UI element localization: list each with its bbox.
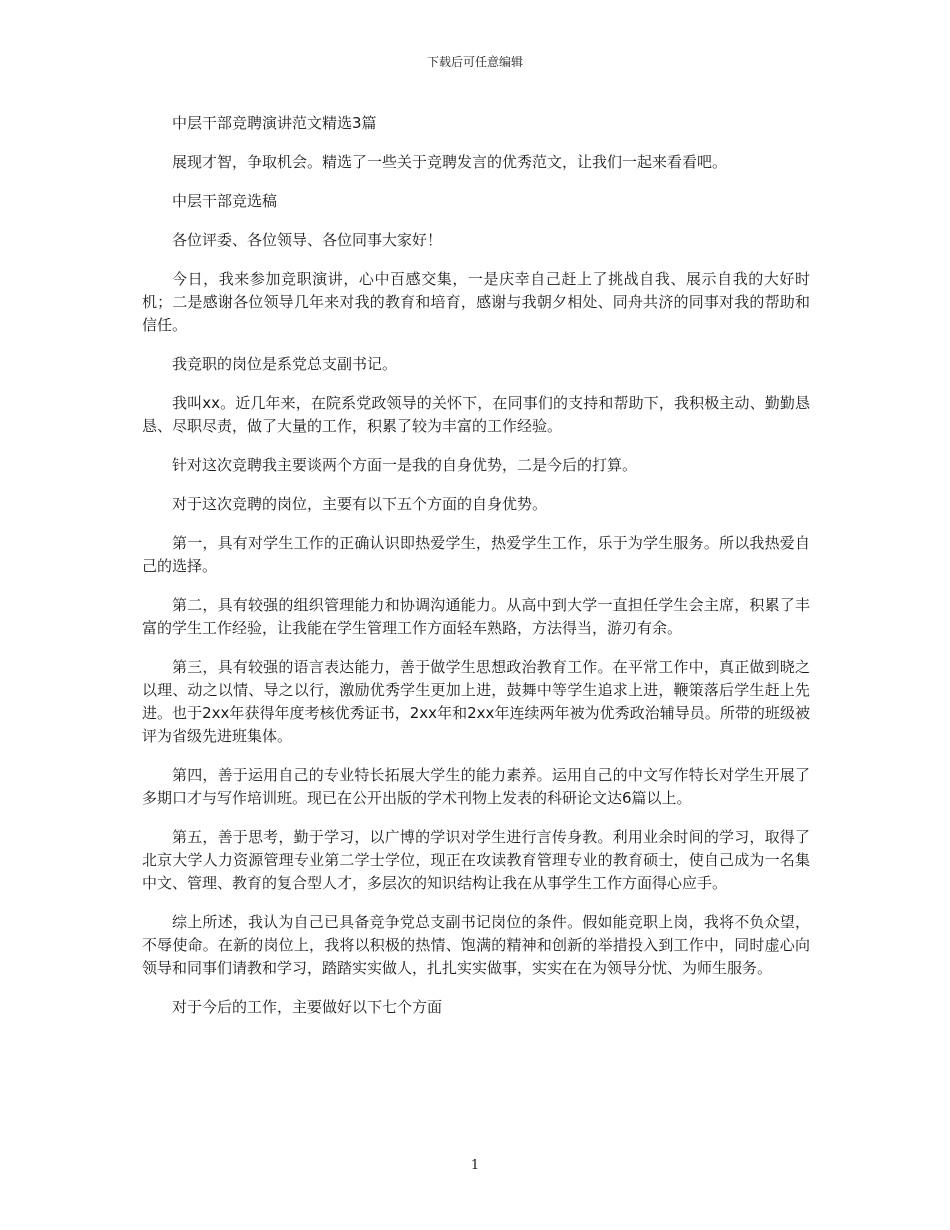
body-paragraph: 第五，善于思考，勤于学习，以广博的学识对学生进行言传身教。利用业余时间的学习，取得了北京大学人力资源管理专业第二学士学位，现正在攻读教育管理专业的教育硕士，使自己成为一名集中文、管理、教育的复合型人才，多层次的知识结构让我在从事学生工作方面得心应手。: [142, 828, 810, 892]
body-paragraph: 今日，我来参加竞职演讲，心中百感交集，一是庆幸自己赶上了挑战自我、展示自我的大好时机；二是感谢各位领导几年来对我的教育和培育，感谢与我朝夕相处、同舟共济的同事对我的帮助和信任。: [142, 270, 810, 334]
body-paragraph: 针对这次竞聘我主要谈两个方面一是我的自身优势，二是今后的打算。: [172, 456, 638, 474]
body-paragraph: 第三，具有较强的语言表达能力，善于做学生思想政治教育工作。在平常工作中，真正做到晓之以理、动之以情、导之以行，激励优秀学生更加上进，鼓舞中等学生追求上进，鞭策落后学生赶上先进。也于2xx年获得年度考核优秀证书，2xx年和2xx年连续两年被为优秀政治辅导员。所带的班级被评为省级先进班集体。: [142, 658, 810, 745]
body-paragraph: 第四，善于运用自己的专业特长拓展大学生的能力素养。运用自己的中文写作特长对学生开展了多期口才与写作培训班。现已在公开出版的学术刊物上发表的科研论文达6篇以上。: [142, 766, 810, 807]
body-paragraph: 第二，具有较强的组织管理能力和协调沟通能力。从高中到大学一直担任学生会主席，积累了丰富的学生工作经验，让我能在学生管理工作方面轻车熟路，方法得当，游刃有余。: [142, 596, 810, 637]
body-paragraph: 我竞职的岗位是系党总支副书记。: [172, 355, 398, 373]
body-paragraph: 第一，具有对学生工作的正确认识即热爱学生，热爱学生工作，乐于为学生服务。所以我热爱自己的选择。: [142, 534, 810, 575]
body-paragraph: 对于今后的工作，主要做好以下七个方面: [172, 998, 443, 1016]
page-number: 1: [470, 1158, 480, 1173]
document-body: [142, 112, 810, 1035]
intro-paragraph: 展现才智，争取机会。精选了一些关于竞聘发言的优秀范文，让我们一起来看看吧。: [172, 153, 728, 171]
document-title: 中层干部竞聘演讲范文精选3篇: [172, 114, 377, 132]
body-paragraph: 我叫xx。近几年来，在院系党政领导的关怀下，在同事们的支持和帮助下，我积极主动、勤勤恳恳、尽职尽责，做了大量的工作，积累了较为丰富的工作经验。: [142, 394, 810, 435]
page-header: 下载后可任意编辑: [426, 55, 523, 69]
section-heading: 中层干部竞选稿: [172, 192, 278, 210]
body-paragraph: 对于这次竞聘的岗位，主要有以下五个方面的自身优势。: [172, 495, 548, 513]
body-paragraph: 综上所述，我认为自己已具备竞争党总支副书记岗位的条件。假如能竞职上岗，我将不负众望，不辱使命。在新的岗位上，我将以积极的热情、饱满的精神和创新的举措投入到工作中，同时虚心向领导和同事们请教和学习，踏踏实实做人，扎扎实实做事，实实在在为领导分忧、为师生服务。: [142, 913, 810, 977]
greeting-paragraph: 各位评委、各位领导、各位同事大家好！: [172, 231, 443, 249]
